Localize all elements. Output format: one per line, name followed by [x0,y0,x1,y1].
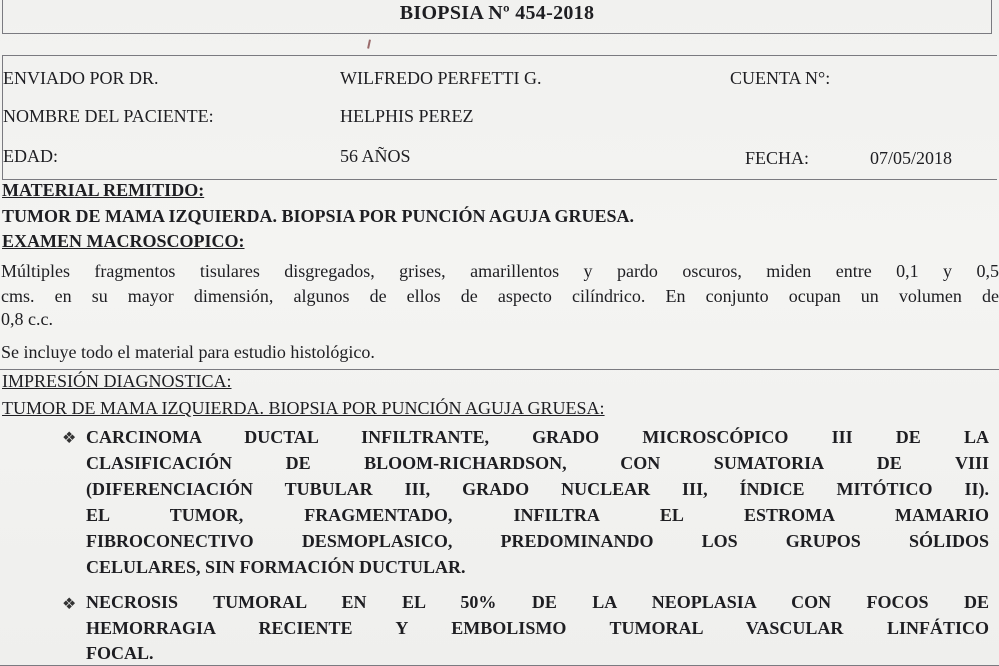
age-label: EDAD: [3,146,58,166]
macro-line-1: Múltiples fragmentos tisulares disgregados, grises, amarillentos y pardo oscuros, miden entre 0,1 y 0,5 [1,261,999,281]
patient-name-label: NOMBRE DEL PACIENTE: [3,106,214,126]
diagnosis-item-1-line-3: (DIFERENCIACIÓN TUBULAR III, GRADO NUCLEAR III, ÍNDICE MITÓTICO II). [86,479,989,499]
account-label: CUENTA N°: [730,68,831,88]
diagnosis-item-1-line-6: CELULARES, SIN FORMACIÓN DUCTULAR. [86,557,466,577]
diagnosis-subheading: TUMOR DE MAMA IZQUIERDA. BIOPSIA POR PUNCIÓN AGUJA GRUESA: [2,398,605,418]
diagnosis-item-1-line-2: CLASIFICACIÓN DE BLOOM-RICHARDSON, CON SUMATORIA DE VIII [86,453,989,473]
report-title: BIOPSIA Nº 454-2018 [399,2,595,24]
age-value: 56 AÑOS [340,146,411,166]
material-heading: MATERIAL REMITIDO: [2,180,205,200]
macro-line-4: Se incluye todo el material para estudio histológico. [1,342,375,362]
title-box [2,0,992,34]
patient-name-value: HELPHIS PEREZ [340,106,474,126]
pen-mark [367,39,375,49]
diagnosis-item-1-line-1: CARCINOMA DUCTAL INFILTRANTE, GRADO MICROSCÓPICO III DE LA [86,427,989,447]
diagnosis-item-2-line-1: NECROSIS TUMORAL EN EL 50% DE LA NEOPLASIA CON FOCOS DE [86,592,989,612]
sent-by-value: WILFREDO PERFETTI G. [340,68,542,88]
diagnosis-item-1-line-4: EL TUMOR, FRAGMENTADO, INFILTRA EL ESTROMA MAMARIO [86,505,989,525]
date-label: FECHA: [745,148,810,168]
diagnosis-item-2-line-3: FOCAL. [86,643,154,663]
material-text: TUMOR DE MAMA IZQUIERDA. BIOPSIA POR PUNCIÓN AGUJA GRUESA. [2,206,635,226]
sent-by-label: ENVIADO POR DR. [3,68,159,88]
macro-heading: EXAMEN MACROSCOPICO: [2,231,245,251]
diagnosis-item-2-line-2: HEMORRAGIA RECIENTE Y EMBOLISMO TUMORAL VASCULAR LINFÁTICO [86,618,989,638]
diagnosis-heading: IMPRESIÓN DIAGNOSTICA: [2,371,232,391]
bullet-icon: ❖ [62,430,77,447]
bullet-icon: ❖ [62,596,77,613]
diagnosis-item-1-line-5: FIBROCONECTIVO DESMOPLASICO, PREDOMINANDO LOS GRUPOS SÓLIDOS [86,531,989,551]
date-value: 07/05/2018 [870,148,953,168]
macro-line-3: 0,8 c.c. [1,309,53,329]
macro-line-2: cms. en su mayor dimensión, algunos de ellos de aspecto cilíndrico. En conjunto ocupan un volumen de [1,286,999,306]
